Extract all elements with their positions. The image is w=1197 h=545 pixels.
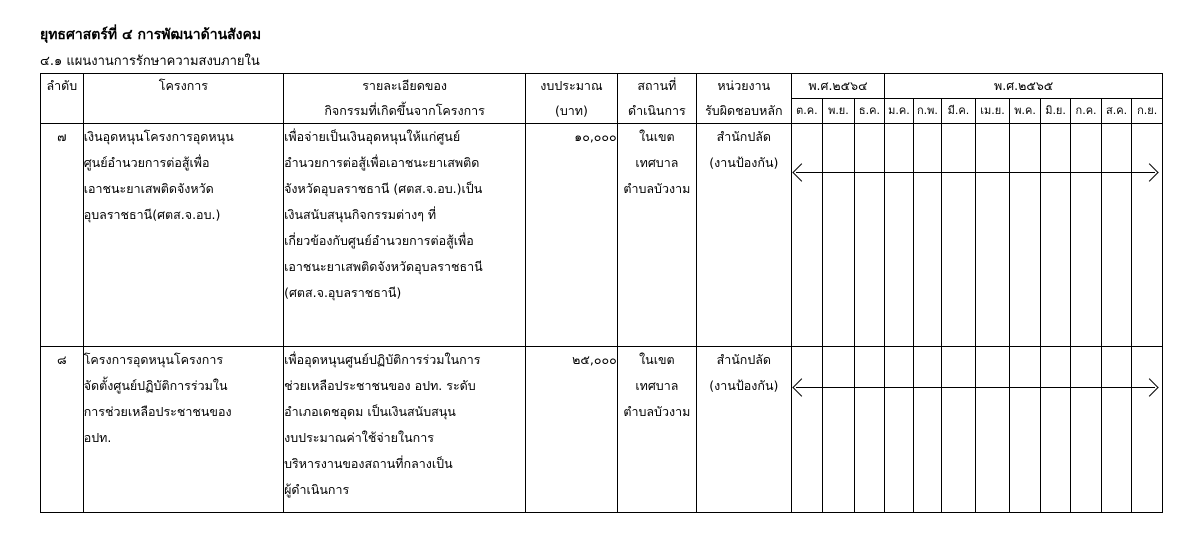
header-year-2565: พ.ศ.๒๕๖๕	[885, 74, 1163, 99]
location: ในเขต เทศบาล ตำบลบัวงาม	[617, 346, 696, 512]
header-project: โครงการ	[83, 74, 283, 124]
arrow-left-icon	[792, 163, 810, 181]
month-nov: พ.ย.	[823, 99, 855, 124]
row-number: ๘	[41, 346, 84, 512]
header-detail-2: กิจกรรมที่เกิดขึ้นจากโครงการ	[284, 99, 526, 124]
month-jul: ก.ค.	[1071, 99, 1102, 124]
month-apr: เม.ย.	[975, 99, 1010, 124]
budget-amount: ๑๐,๐๐๐	[526, 123, 618, 346]
header-detail-1: รายละเอียดของ	[284, 74, 526, 99]
month-oct: ต.ค.	[791, 99, 823, 124]
location: ในเขต เทศบาล ตำบลบัวงาม	[617, 123, 696, 346]
plan-subheading: ๔.๑ แผนงานการรักษาความสงบภายใน	[40, 54, 260, 69]
month-sep: ก.ย.	[1132, 99, 1163, 124]
header-row-1	[41, 74, 1163, 99]
month-feb: ก.พ.	[913, 99, 941, 124]
row-number: ๗	[41, 123, 84, 346]
header-budget-2: (บาท)	[526, 99, 618, 124]
table-row	[41, 346, 1163, 512]
header-unit-1: หน่วยงาน	[697, 74, 792, 99]
responsible-unit: สำนักปลัด (งานป้องกัน)	[697, 346, 792, 512]
header-place-1: สถานที่	[617, 74, 696, 99]
responsible-unit: สำนักปลัด (งานป้องกัน)	[697, 123, 792, 346]
activity-detail: เพื่ออุดหนุนศูนย์ปฏิบัติการร่วมในการ ช่วยเหลือประชาชนของ อปท. ระดับ อำเภอเดชอุดม เป็นเงินสนับสนุน งบประมาณค่าใช้จ่ายในการ บริหารงานของสถานที่กลางเป็น ผู้ดำเนินการ	[284, 346, 526, 512]
header-budget-1: งบประมาณ	[526, 74, 618, 99]
arrow-left-icon	[792, 378, 810, 396]
header-unit-2: รับผิดชอบหลัก	[697, 99, 792, 124]
month-dec: ธ.ค.	[854, 99, 885, 124]
timeline-arrow	[796, 387, 1156, 388]
header-no: ลำดับ	[41, 74, 84, 124]
table-row	[41, 123, 1163, 346]
month-mar: มี.ค.	[942, 99, 976, 124]
project-name: โครงการอุดหนุนโครงการ จัดตั้งศูนย์ปฏิบัติการร่วมใน การช่วยเหลือประชาชนของ อปท.	[83, 346, 283, 512]
month-may: พ.ค.	[1010, 99, 1041, 124]
month-jan: ม.ค.	[885, 99, 913, 124]
month-aug: ส.ค.	[1101, 99, 1132, 124]
budget-amount: ๒๕,๐๐๐	[526, 346, 618, 512]
month-jun: มิ.ย.	[1040, 99, 1071, 124]
header-place-2: ดำเนินการ	[617, 99, 696, 124]
project-name: เงินอุดหนุนโครงการอุดหนุน ศูนย์อำนวยการต่อสู้เพื่อ เอาชนะยาเสพติดจังหวัด อุบลราชธานี(ศตส.จ.อบ.)	[83, 123, 283, 346]
timeline-arrow	[796, 172, 1156, 173]
header-year-2564: พ.ศ.๒๕๖๔	[791, 74, 885, 99]
strategy-heading: ยุทธศาสตร์ที่ ๔ การพัฒนาด้านสังคม	[40, 27, 262, 43]
project-plan-table	[40, 73, 1163, 513]
activity-detail: เพื่อจ่ายเป็นเงินอุดหนุนให้แก่ศูนย์ อำนวยการต่อสู้เพื่อเอาชนะยาเสพติด จังหวัดอุบลราชธานี (ศตส.จ.อบ.)เป็น เงินสนับสนุนกิจกรรมต่างๆ ที่ เกี่ยวข้องกับศูนย์อำนวยการต่อสู้เพื่อ เอาชนะยาเสพติดจังหวัดอุบลราชธานี (ศตส.จ.อุบลราชธานี)	[284, 123, 526, 346]
